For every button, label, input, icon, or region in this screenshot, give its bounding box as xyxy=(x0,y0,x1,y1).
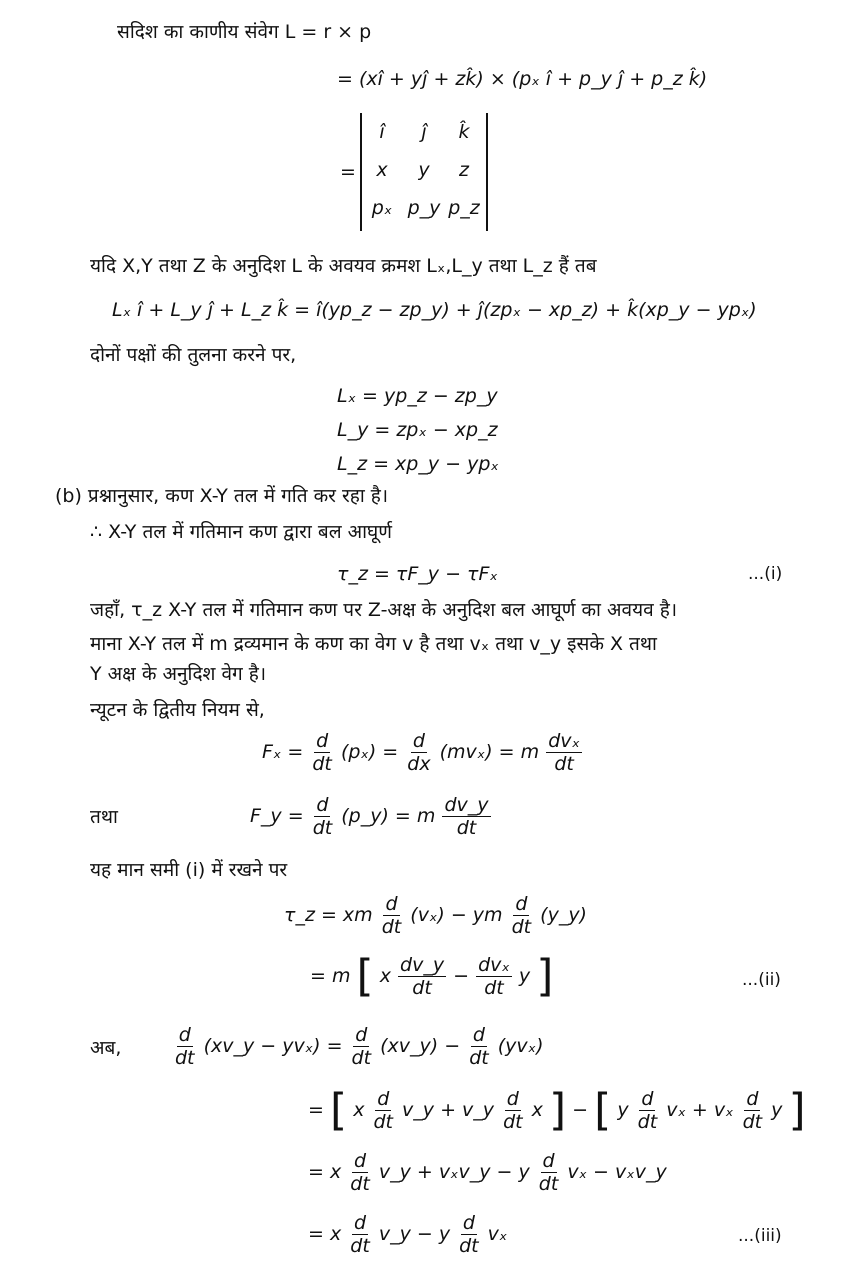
fraction xyxy=(398,954,446,999)
simp-c: vₓ − vₓv_y xyxy=(567,1161,667,1183)
det-cell: pₓ xyxy=(371,197,393,219)
deriv-part: (yvₓ) xyxy=(497,1035,544,1057)
fraction xyxy=(350,1024,374,1069)
fraction xyxy=(371,1088,395,1133)
exp-x: x xyxy=(353,1099,365,1121)
m-y: y xyxy=(518,965,531,987)
frac-den: dt xyxy=(554,753,574,775)
frac-den: dt xyxy=(373,1111,393,1133)
equation-line: Lₓ î + L_y ĵ + L_z k̂ = î(yp_z − zp_y) + ĵ(zpₓ − xp_z) + k̂(xp_y − ypₓ) xyxy=(112,299,757,321)
equation-expansion xyxy=(308,1084,806,1136)
frac-num: d xyxy=(746,1088,759,1110)
exp-eq: = xyxy=(308,1099,324,1121)
fraction xyxy=(380,893,404,938)
equation-tauz xyxy=(284,893,587,938)
frac-num: d xyxy=(353,1150,367,1172)
final-a: = x xyxy=(308,1223,342,1245)
frac-den: dt xyxy=(350,1173,370,1195)
right-bracket: ] xyxy=(788,1084,806,1136)
fraction xyxy=(348,1212,372,1257)
frac-num: dv_y xyxy=(444,794,489,816)
frac-num: d xyxy=(515,893,528,915)
equation-lx: Lₓ = yp_z − zp_y xyxy=(337,385,498,407)
right-bracket: ] xyxy=(536,950,554,1002)
exp-vy: v_y + v_y xyxy=(402,1099,495,1121)
text-line: जहाँ, τ_z X-Y तल में गतिमान कण पर Z-अक्ष के अनुदिश बल आघूर्ण का अवयव है। xyxy=(90,599,678,621)
determinant xyxy=(360,113,488,231)
det-cell: p_y xyxy=(407,197,441,219)
fraction xyxy=(348,1150,372,1195)
frac-den: dt xyxy=(381,916,402,938)
text-line: माना X-Y तल में m द्रव्यमान के कण का वेग v है तथा vₓ तथा v_y इसके X तथा xyxy=(90,633,657,655)
equation-lz: L_z = xp_y − ypₓ xyxy=(337,453,499,475)
exp-x2: x xyxy=(531,1099,543,1121)
fraction xyxy=(467,1024,491,1069)
frac-num: d xyxy=(462,1212,475,1234)
heading-line: सदिश का काणीय संवेग L = r × p xyxy=(117,21,372,43)
frac-num: d xyxy=(316,730,329,752)
fraction xyxy=(173,1024,197,1069)
deriv-part: (xv_y − yvₓ) = xyxy=(203,1035,343,1057)
right-bracket: ] xyxy=(548,1084,567,1136)
frac-num: d xyxy=(472,1024,485,1046)
equation-tag: ...(i) xyxy=(748,564,783,584)
equation-fx xyxy=(262,730,583,775)
fraction xyxy=(405,730,432,775)
frac-num: d xyxy=(506,1088,519,1110)
fraction xyxy=(510,893,534,938)
fraction xyxy=(310,730,334,775)
equation-tag: ...(iii) xyxy=(738,1226,782,1246)
equation-simplify xyxy=(308,1150,667,1195)
frac-den: dt xyxy=(351,1047,372,1069)
fx-lhs: Fₓ = xyxy=(262,741,304,763)
text-line: यह मान समी (i) में रखने पर xyxy=(90,859,288,881)
frac-num: dv_y xyxy=(400,954,445,976)
equation-fy xyxy=(250,794,492,839)
fy-part: (p_y) = m xyxy=(341,805,436,827)
det-equals: = xyxy=(340,161,356,183)
det-cell: x xyxy=(376,159,388,181)
frac-den: dt xyxy=(312,817,333,839)
exp-y2: y xyxy=(771,1099,783,1121)
text-line: ∴ X-Y तल में गतिमान कण द्वारा बल आघूर्ण xyxy=(90,521,393,543)
det-cell: ĵ xyxy=(421,121,427,143)
deriv-part: (xv_y) − xyxy=(380,1035,461,1057)
exp-minus: − xyxy=(572,1099,589,1121)
text-line: Y अक्ष के अनुदिश वेग है। xyxy=(90,663,267,685)
tauz-lhs: τ_z = xm xyxy=(284,904,373,926)
fraction xyxy=(442,794,490,839)
frac-num: d xyxy=(641,1088,654,1110)
equation-ly: L_y = zpₓ − xp_z xyxy=(337,419,498,441)
frac-num: d xyxy=(412,730,425,752)
left-bracket: [ xyxy=(594,1084,612,1136)
left-bracket: [ xyxy=(356,950,374,1002)
frac-den: dt xyxy=(511,916,532,938)
fx-part: (mvₓ) = m xyxy=(439,741,540,763)
frac-den: dt xyxy=(469,1047,489,1069)
equation-derivative xyxy=(172,1024,544,1069)
text-line: दोनों पक्षों की तुलना करने पर, xyxy=(90,344,297,366)
part-b-line: (b) प्रश्नानुसार, कण X-Y तल में गति कर रहा है। xyxy=(55,485,389,507)
fraction xyxy=(546,730,582,775)
exp-vx: vₓ + vₓ xyxy=(666,1099,734,1121)
final-c: vₓ xyxy=(487,1223,508,1245)
det-cell: î xyxy=(379,121,385,143)
frac-den: dt xyxy=(456,817,477,839)
frac-num: dvₓ xyxy=(478,954,510,976)
det-cell: z xyxy=(459,159,469,181)
m-lhs: = m xyxy=(310,965,351,987)
frac-num: d xyxy=(316,794,329,816)
exp-y: y xyxy=(617,1099,629,1121)
frac-num: dvₓ xyxy=(548,730,580,752)
fraction xyxy=(476,954,512,999)
frac-num: d xyxy=(353,1212,367,1234)
frac-num: d xyxy=(178,1024,191,1046)
fx-part: (pₓ) = xyxy=(340,741,399,763)
fraction xyxy=(311,794,335,839)
equation-cross-product: = (xî + yĵ + zk̂) × (pₓ î + p_y ĵ + p_z k̂) xyxy=(337,68,708,90)
text-line: न्यूटन के द्वितीय नियम से, xyxy=(90,699,265,721)
frac-den: dt xyxy=(484,977,504,999)
frac-num: d xyxy=(542,1150,555,1172)
tauz-part: (vₓ) − ym xyxy=(410,904,503,926)
tauz-part: (y_y) xyxy=(540,904,587,926)
m-x: x xyxy=(379,965,391,987)
frac-den: dt xyxy=(350,1235,370,1257)
fraction xyxy=(537,1150,561,1195)
equation-final xyxy=(308,1212,507,1257)
det-cell: p_z xyxy=(448,197,480,219)
m-minus: − xyxy=(453,965,470,987)
equation-m-bracket xyxy=(310,950,554,1002)
fraction xyxy=(741,1088,765,1133)
left-bracket: [ xyxy=(329,1084,348,1136)
fraction xyxy=(501,1088,525,1133)
frac-den: dt xyxy=(742,1111,763,1133)
frac-den: dt xyxy=(412,977,432,999)
frac-den: dx xyxy=(407,753,431,775)
frac-den: dt xyxy=(459,1235,479,1257)
text-ab: अब, xyxy=(90,1037,122,1059)
equation-torque: τ_z = τF_y − τFₓ xyxy=(337,563,498,585)
fraction xyxy=(457,1212,481,1257)
frac-num: d xyxy=(377,1088,390,1110)
fy-lhs: F_y = xyxy=(250,805,304,827)
frac-den: dt xyxy=(503,1111,523,1133)
det-cell: k̂ xyxy=(458,121,470,143)
final-b: v_y − y xyxy=(378,1223,451,1245)
simp-a: = x xyxy=(308,1161,342,1183)
frac-den: dt xyxy=(637,1111,658,1133)
fraction xyxy=(636,1088,660,1133)
text-line: यदि X,Y तथा Z के अनुदिश L के अवयव क्रमश Lₓ,L_y तथा L_z हैं तब xyxy=(90,255,597,277)
equation-tag: ...(ii) xyxy=(742,970,781,990)
frac-num: d xyxy=(355,1024,368,1046)
frac-den: dt xyxy=(312,753,332,775)
frac-den: dt xyxy=(538,1173,559,1195)
det-cell: y xyxy=(418,159,430,181)
frac-num: d xyxy=(385,893,398,915)
frac-den: dt xyxy=(175,1047,195,1069)
simp-b: v_y + vₓv_y − y xyxy=(378,1161,530,1183)
text-tatha: तथा xyxy=(90,806,118,828)
